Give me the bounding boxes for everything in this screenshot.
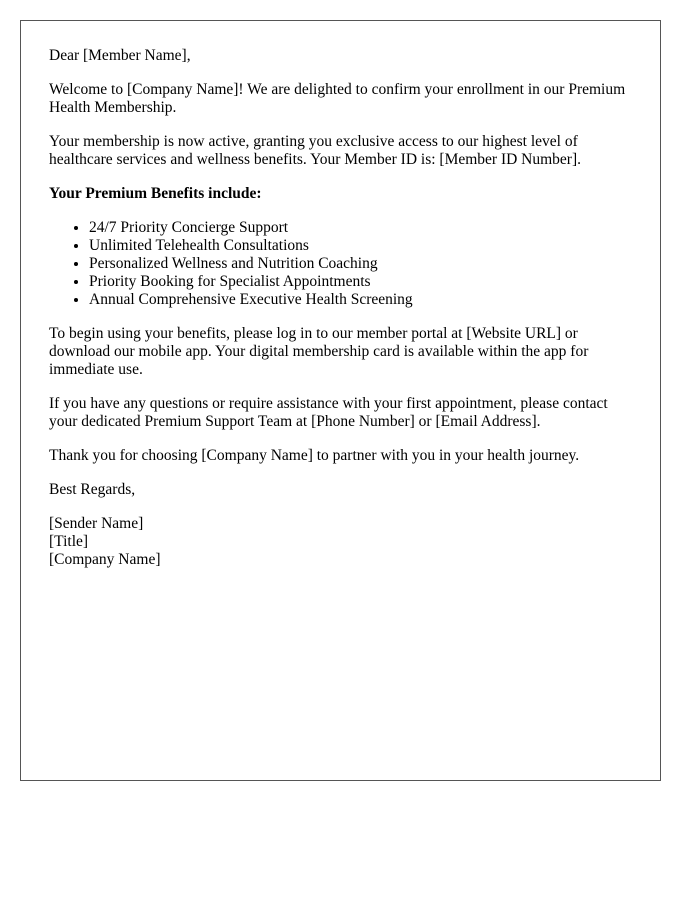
letter-document — [20, 20, 661, 781]
benefit-item: • Annual Comprehensive Executive Health Screening — [89, 291, 632, 309]
sender-name: [Sender Name] — [49, 515, 144, 532]
sender-company: [Company Name] — [49, 551, 161, 568]
closing: Best Regards, — [49, 481, 136, 498]
thanks-paragraph: Thank you for choosing [Company Name] to partner with you in your health journey. — [49, 447, 580, 464]
support-paragraph: If you have any questions or require assistance with your first appointment, please contact your dedicated Premium Support Team at [Phone Number] or [Email Address]. — [49, 395, 608, 430]
benefit-item: • 24/7 Priority Concierge Support — [89, 219, 632, 237]
benefits-heading: Your Premium Benefits include: — [49, 185, 262, 202]
membership-status-paragraph: Your membership is now active, granting you exclusive access to our highest level of healthcare services and wellness benefits. Your Member ID is: [Member ID Number]. — [49, 133, 582, 168]
getting-started-paragraph: To begin using your benefits, please log in to our member portal at [Website URL] or download our mobile app. Your digital membership card is available within the app for immediate use. — [49, 325, 589, 378]
benefits-list — [49, 219, 632, 309]
benefit-item: • Priority Booking for Specialist Appointments — [89, 273, 632, 291]
benefit-item: • Personalized Wellness and Nutrition Coaching — [89, 255, 632, 273]
salutation: Dear [Member Name], — [49, 47, 191, 64]
signature-block — [49, 515, 632, 569]
benefit-item: • Unlimited Telehealth Consultations — [89, 237, 632, 255]
intro-paragraph: Welcome to [Company Name]! We are delighted to confirm your enrollment in our Premium Health Membership. — [49, 81, 626, 116]
sender-title: [Title] — [49, 533, 89, 550]
